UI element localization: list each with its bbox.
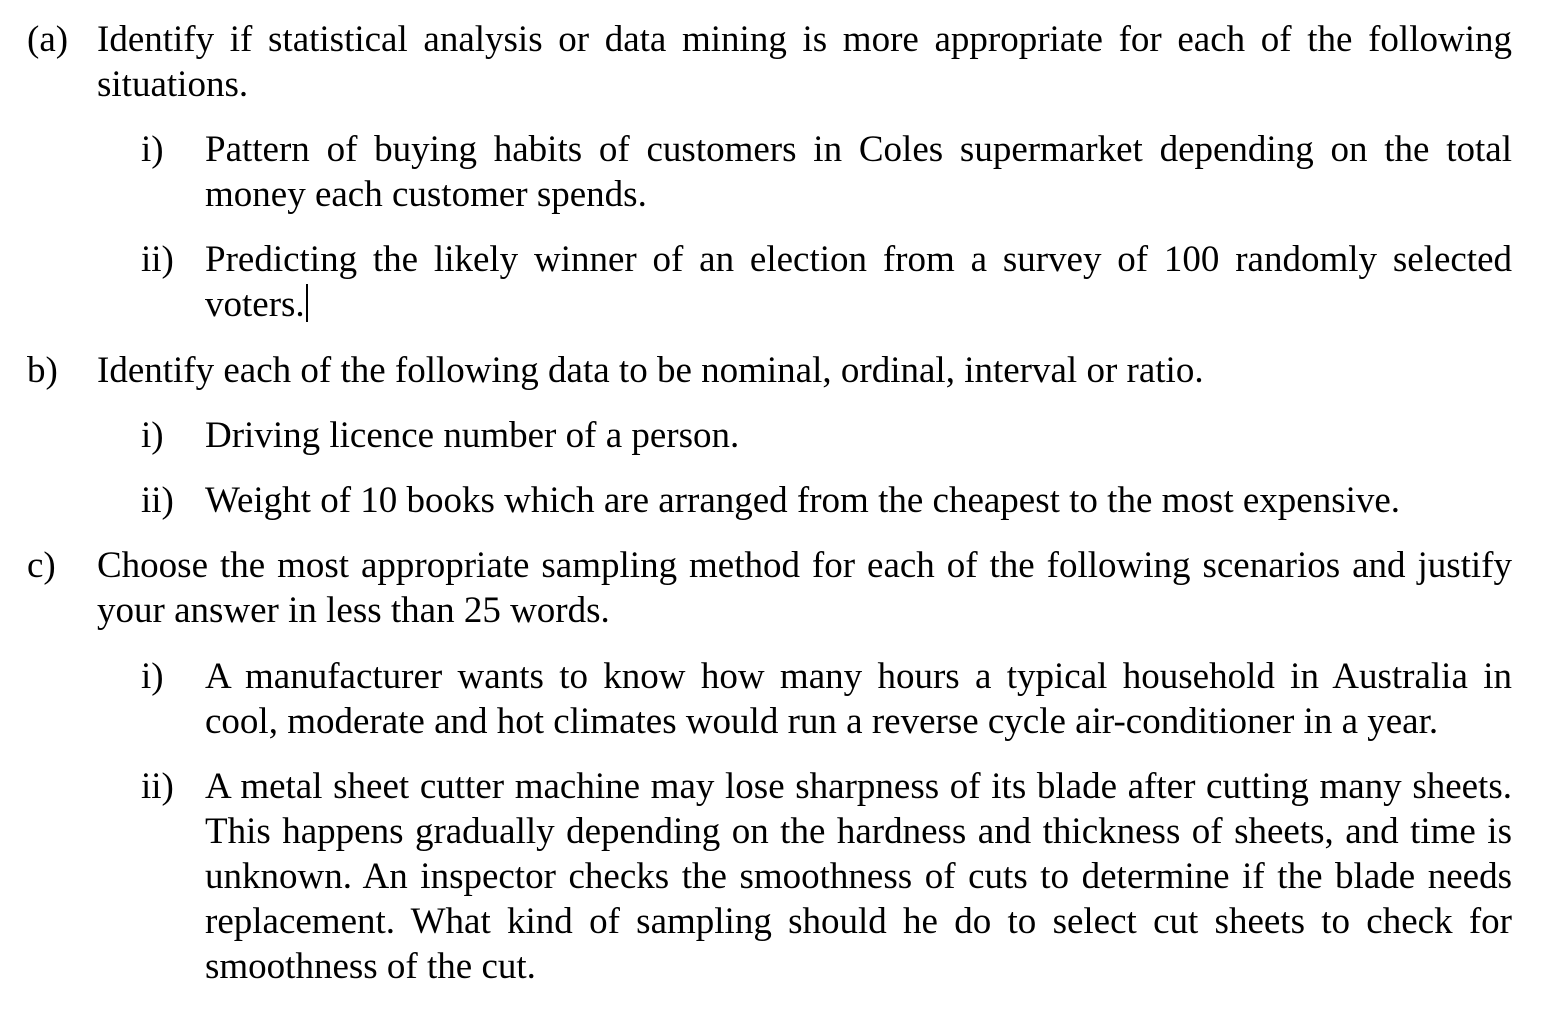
question-c-label: c) <box>27 545 56 586</box>
question-a-text: Identify if statistical analysis or data mining is more appropriate for each of the following situations. <box>97 19 1512 105</box>
question-a-item-i <box>141 127 1512 217</box>
question-c-text: Choose the most appropriate sampling method for each of the following scenarios and justify your answer in less than 25 words. <box>97 545 1512 631</box>
question-b-item-ii <box>141 478 1512 523</box>
question-a-item-ii-editable[interactable] <box>205 237 1512 327</box>
question-b-item-i-label: i) <box>141 415 164 456</box>
question-b-label: b) <box>27 350 58 391</box>
question-b-item-ii-label: ii) <box>141 480 174 521</box>
question-b-item-i-text: Driving licence number of a person. <box>205 415 740 456</box>
question-b <box>27 348 1512 393</box>
question-c-item-i-label: i) <box>141 656 164 697</box>
question-c-item-ii-label: ii) <box>141 766 174 807</box>
question-c-item-ii <box>141 764 1512 989</box>
question-c-item-i <box>141 654 1512 744</box>
text-cursor <box>306 284 308 322</box>
question-a <box>27 17 1512 107</box>
question-c-item-i-text: A manufacturer wants to know how many hours a typical household in Australia in cool, moderate and hot climates would run a reverse cycle air-conditioner in a year. <box>205 656 1512 742</box>
question-a-item-ii-label: ii) <box>141 239 174 280</box>
question-c-item-ii-text: A metal sheet cutter machine may lose sharpness of its blade after cutting many sheets. This happens gradually depending on the hardness and thickness of sheets, and time is unknown. An inspector checks the smoothness of cuts to determine if the blade needs replacement. What kind of sampling should he do to select cut sheets to check for smoothness of the cut. <box>205 766 1512 987</box>
question-a-item-i-label: i) <box>141 129 164 170</box>
question-a-item-ii-text: Predicting the likely winner of an election from a survey of 100 randomly selected voters. <box>205 239 1512 325</box>
question-a-label: (a) <box>27 19 69 60</box>
question-a-item-ii <box>141 237 1512 327</box>
question-b-item-i <box>141 413 1512 458</box>
question-c <box>27 543 1512 633</box>
question-a-item-i-text: Pattern of buying habits of customers in Coles supermarket depending on the total money each customer spends. <box>205 129 1512 215</box>
question-b-text: Identify each of the following data to be nominal, ordinal, interval or ratio. <box>97 350 1204 391</box>
question-b-item-ii-text: Weight of 10 books which are arranged from the cheapest to the most expensive. <box>205 480 1401 521</box>
